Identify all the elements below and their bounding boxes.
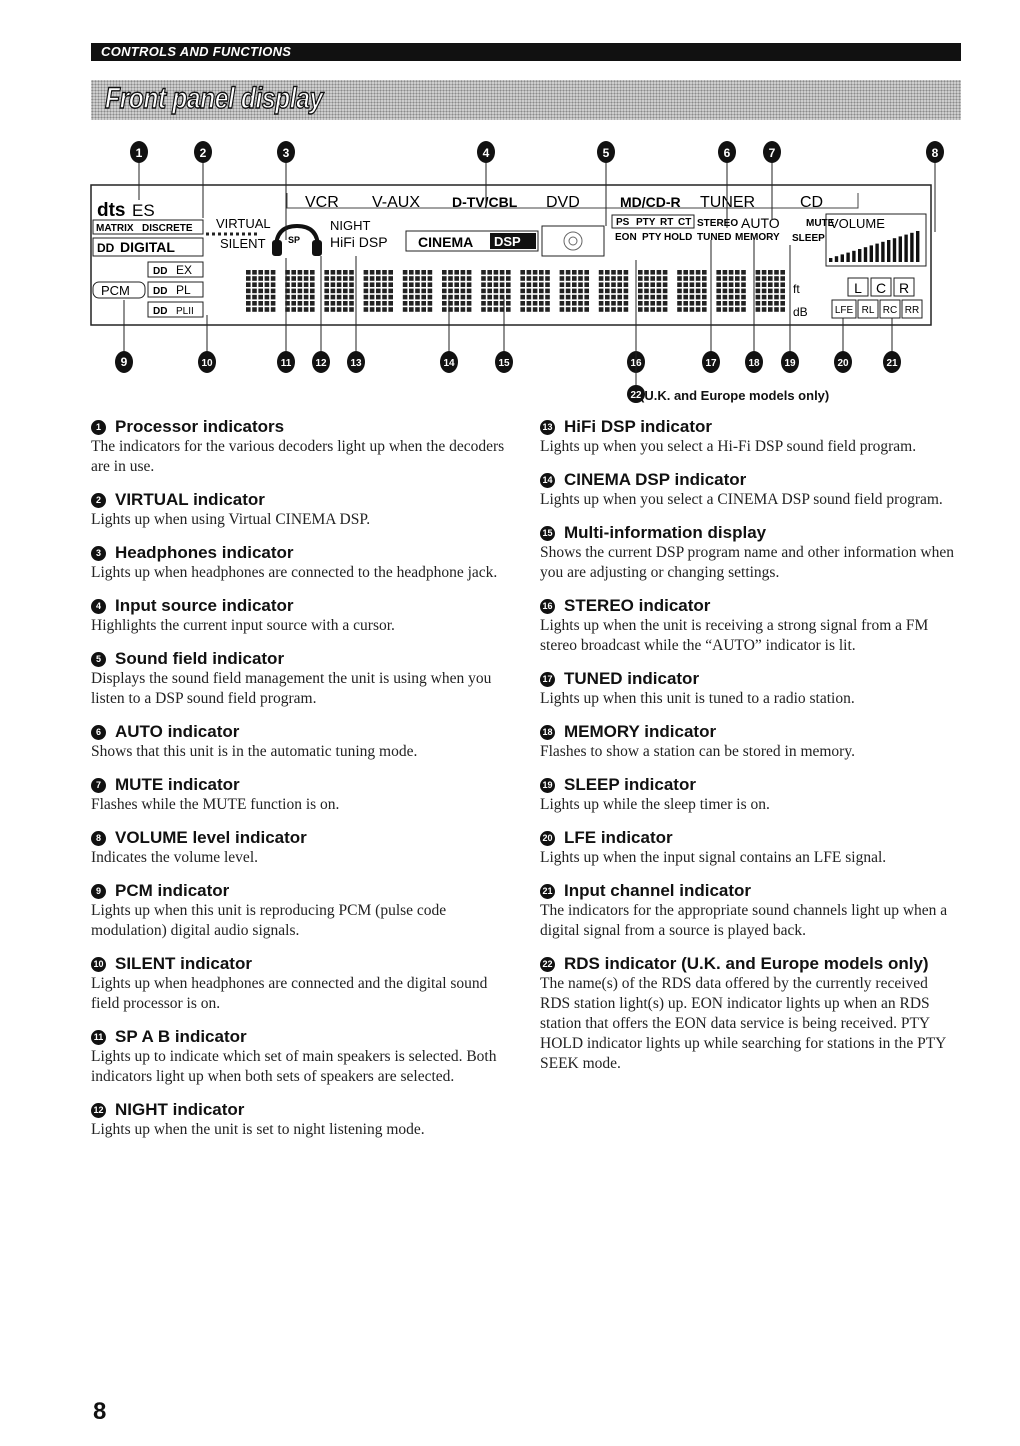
volume-bar <box>875 244 878 262</box>
svg-text:4: 4 <box>482 146 490 160</box>
night-label: NIGHT <box>330 218 371 233</box>
indicator-title: SILENT indicator <box>115 954 252 973</box>
input-vcr: VCR <box>305 194 339 211</box>
volume-bar <box>916 231 919 262</box>
indicator-heading <box>91 1100 511 1120</box>
indicator-text: The indicators for the various decoders light up when the decoders are in use. <box>91 438 505 475</box>
callout-number-badge: 11 <box>91 1030 106 1045</box>
rds-models-note: (U.K. and Europe models only) <box>640 388 830 403</box>
sleep-label: SLEEP <box>792 233 825 244</box>
input-cd: CD <box>800 194 824 211</box>
indicator-text: Shows the current DSP program name and other information when you are adjusting or changing settings. <box>540 544 954 581</box>
es-logo: ES <box>132 201 155 220</box>
indicator-description <box>91 543 511 583</box>
digital-label: DIGITAL <box>120 239 175 255</box>
indicator-text: Lights up to indicate which set of main speakers is selected. Both indicators light up when both sets of speakers are selected. <box>91 1048 497 1085</box>
volume-bar <box>904 235 907 262</box>
volume-bar <box>893 238 896 262</box>
input-vaux: V-AUX <box>372 194 421 211</box>
indicator-text: Lights up when you select a Hi-Fi DSP sound field program. <box>540 438 917 455</box>
indicator-title: Input source indicator <box>115 596 294 615</box>
indicator-text: Highlights the current input source with a cursor. <box>91 617 395 634</box>
indicator-description <box>540 523 960 583</box>
indicator-heading <box>91 649 511 669</box>
dolby-digital-logo: DD <box>97 241 115 255</box>
callout-number-badge: 12 <box>91 1103 106 1118</box>
indicator-text: The name(s) of the RDS data offered by the currently received RDS station light(s) up. EON indicator lights up when an RDS station that offers the EON data service is being received. PTY HOLD indicator lights up while searching for stations in the PTY SEEK mode. <box>540 975 946 1072</box>
indicator-description <box>91 722 511 762</box>
indicator-text: Lights up while the sleep timer is on. <box>540 796 770 813</box>
volume-label: VOLUME <box>830 216 885 231</box>
svg-text:12: 12 <box>315 358 327 369</box>
indicator-title: MUTE indicator <box>115 775 240 794</box>
section-header: CONTROLS AND FUNCTIONS <box>91 43 961 61</box>
indicator-text: The indicators for the appropriate sound channels light up when a digital signal from a source is played back. <box>540 902 948 939</box>
indicator-heading <box>91 1027 511 1047</box>
pl-label: PL <box>176 283 191 297</box>
indicator-text: Lights up when the input signal contains an LFE signal. <box>540 849 887 866</box>
auto-label: AUTO <box>741 215 780 231</box>
matrix-char-cell <box>364 270 393 312</box>
volume-bar <box>829 258 832 262</box>
callout-number-badge: 10 <box>91 957 106 972</box>
svg-text:16: 16 <box>630 358 642 369</box>
indicator-description <box>540 775 960 815</box>
indicator-title: NIGHT indicator <box>115 1100 245 1119</box>
pcm-label: PCM <box>101 283 130 298</box>
silent-label: SILENT <box>220 236 266 251</box>
matrix-label: MATRIX <box>96 223 134 234</box>
indicator-description <box>91 828 511 868</box>
svg-text:DD: DD <box>153 306 168 317</box>
callout-20 <box>834 318 852 373</box>
indicator-description <box>91 775 511 815</box>
svg-text:20: 20 <box>837 358 849 369</box>
indicator-text: Lights up when the unit is receiving a strong signal from a FM stereo broadcast while the “AUTO” indicator is lit. <box>540 617 929 654</box>
callout-number-badge: 4 <box>91 599 106 614</box>
input-dvd: DVD <box>546 194 580 211</box>
sp-label: SP <box>288 235 301 245</box>
virtual-label: VIRTUAL <box>216 216 271 231</box>
svg-text:LFE: LFE <box>834 305 854 316</box>
dts-logo: dts <box>97 200 126 221</box>
svg-text:14: 14 <box>443 358 455 369</box>
indicator-text: Lights up when you select a CINEMA DSP sound field program. <box>540 491 943 508</box>
callout-number-badge: 15 <box>540 526 555 541</box>
matrix-char-cell <box>638 270 667 312</box>
volume-bar <box>881 242 884 262</box>
indicator-heading <box>540 470 960 490</box>
svg-text:DD: DD <box>153 266 168 277</box>
volume-bar <box>841 254 844 262</box>
callout-number-badge: 14 <box>540 473 555 488</box>
svg-text:13: 13 <box>350 358 362 369</box>
indicator-description <box>91 490 511 530</box>
indicator-text: Displays the sound field management the unit is using when you listen to a DSP sound field program. <box>91 670 492 707</box>
eon-label: EON <box>615 232 637 243</box>
volume-bar <box>910 233 913 262</box>
indicator-description <box>91 1100 511 1140</box>
svg-text:R: R <box>898 280 910 296</box>
volume-bar <box>864 247 867 262</box>
indicator-title: VOLUME level indicator <box>115 828 307 847</box>
ab-label: A B <box>287 246 301 255</box>
pty-hold-label: PTY HOLD <box>642 232 693 243</box>
indicator-description <box>91 596 511 636</box>
indicator-title: PCM indicator <box>115 881 230 900</box>
indicator-title: STEREO indicator <box>564 596 711 615</box>
hifi-dsp-label: HiFi DSP <box>330 234 388 250</box>
indicator-text: Indicates the volume level. <box>91 849 258 866</box>
indicator-heading <box>91 775 511 795</box>
indicator-text: Shows that this unit is in the automatic tuning mode. <box>91 743 418 760</box>
pl2-label: PLII <box>176 306 194 317</box>
svg-text:19: 19 <box>784 358 796 369</box>
svg-text:1: 1 <box>135 146 143 160</box>
svg-text:C: C <box>875 280 887 296</box>
svg-text:17: 17 <box>705 358 717 369</box>
matrix-char-cell <box>442 270 471 312</box>
svg-text:RC: RC <box>882 305 898 316</box>
callout-number-badge: 21 <box>540 884 555 899</box>
svg-text:6: 6 <box>723 146 731 160</box>
indicator-heading <box>540 417 960 437</box>
left-column <box>91 417 511 1153</box>
indicator-title: LFE indicator <box>564 828 673 847</box>
callout-number-badge: 2 <box>91 493 106 508</box>
svg-text:18: 18 <box>748 358 760 369</box>
svg-text:RL: RL <box>861 305 875 316</box>
callout-number-badge: 1 <box>91 420 106 435</box>
indicator-heading <box>540 828 960 848</box>
indicator-text: Flashes while the MUTE function is on. <box>91 796 340 813</box>
indicator-title: MEMORY indicator <box>564 722 717 741</box>
svg-text:8: 8 <box>931 146 939 160</box>
indicator-description <box>91 954 511 1014</box>
indicator-heading <box>540 775 960 795</box>
cinema-label: CINEMA <box>418 234 474 250</box>
stereo-label: STEREO <box>697 218 739 229</box>
indicator-description <box>540 881 960 941</box>
indicator-heading <box>91 954 511 974</box>
indicator-heading <box>540 881 960 901</box>
rds-ct: CT <box>678 217 692 228</box>
indicator-heading <box>540 954 960 974</box>
indicator-text: Flashes to show a station can be stored in memory. <box>540 743 855 760</box>
indicator-heading <box>91 490 511 510</box>
matrix-char-cell <box>403 270 432 312</box>
indicator-text: Lights up when using Virtual CINEMA DSP. <box>91 511 371 528</box>
volume-bar <box>899 236 902 262</box>
indicator-title: AUTO indicator <box>115 722 240 741</box>
callout-21 <box>883 318 901 373</box>
volume-bar <box>835 256 838 262</box>
indicator-title: Processor indicators <box>115 417 285 436</box>
indicator-heading <box>91 417 511 437</box>
input-dtv: D-TV/CBL <box>452 194 518 210</box>
indicator-title: SP A B indicator <box>115 1027 247 1046</box>
callout-number-badge: 19 <box>540 778 555 793</box>
input-tuner: TUNER <box>700 194 756 211</box>
svg-text:RR: RR <box>904 305 920 316</box>
ex-label: EX <box>176 263 193 277</box>
svg-text:DD: DD <box>153 286 168 297</box>
matrix-char-cell <box>599 270 628 312</box>
indicator-heading <box>91 596 511 616</box>
callout-number-badge: 20 <box>540 831 555 846</box>
indicator-title: Input channel indicator <box>564 881 752 900</box>
callout-number-badge: 22 <box>540 957 555 972</box>
indicator-description <box>91 649 511 709</box>
indicator-description <box>540 596 960 656</box>
indicator-description <box>91 881 511 941</box>
indicator-description <box>91 1027 511 1087</box>
indicator-title: RDS indicator (U.K. and Europe models only) <box>564 954 929 973</box>
channel-indicators-top <box>848 278 914 296</box>
indicator-text: Lights up when headphones are connected to the headphone jack. <box>91 564 498 581</box>
indicator-title: Headphones indicator <box>115 543 294 562</box>
tuned-label: TUNED <box>697 232 732 243</box>
indicator-description <box>540 470 960 510</box>
ft-label: ft <box>793 282 800 296</box>
matrix-char-cell <box>481 270 510 312</box>
svg-text:21: 21 <box>886 358 898 369</box>
callout-number-badge: 9 <box>91 884 106 899</box>
svg-text:11: 11 <box>280 358 292 369</box>
indicator-heading <box>91 543 511 563</box>
indicator-title: TUNED indicator <box>564 669 700 688</box>
indicator-description <box>540 722 960 762</box>
matrix-char-cell <box>246 270 275 312</box>
rds-ps: PS <box>616 217 630 228</box>
volume-bar <box>870 245 873 262</box>
indicator-title: Sound field indicator <box>115 649 285 668</box>
db-label: dB <box>793 305 808 319</box>
svg-text:22: 22 <box>630 390 642 401</box>
memory-label: MEMORY <box>735 232 780 243</box>
callout-number-badge: 7 <box>91 778 106 793</box>
indicator-text: Lights up when headphones are connected and the digital sound field processor is on. <box>91 975 488 1012</box>
svg-text:9: 9 <box>120 355 128 369</box>
indicator-heading <box>540 596 960 616</box>
page-title: Front panel display <box>105 82 323 115</box>
input-mdcdr: MD/CD-R <box>620 194 681 210</box>
indicator-heading <box>91 722 511 742</box>
svg-text:5: 5 <box>602 146 610 160</box>
callout-number-badge: 3 <box>91 546 106 561</box>
indicator-description <box>91 417 511 477</box>
svg-text:15: 15 <box>498 358 510 369</box>
indicator-description <box>540 828 960 868</box>
svg-text:L: L <box>854 280 862 296</box>
discrete-label: DISCRETE <box>142 223 193 234</box>
svg-text:3: 3 <box>282 146 290 160</box>
rds-rt: RT <box>660 217 674 228</box>
page-number: 8 <box>93 1398 107 1425</box>
callout-number-badge: 8 <box>91 831 106 846</box>
volume-bar <box>846 253 849 262</box>
callout-number-badge: 5 <box>91 652 106 667</box>
indicator-text: Lights up when this unit is reproducing PCM (pulse code modulation) digital audio signals. <box>91 902 447 939</box>
matrix-char-cell <box>324 270 353 312</box>
indicator-heading <box>540 669 960 689</box>
indicator-heading <box>91 828 511 848</box>
indicator-description <box>540 954 960 1074</box>
volume-bar <box>852 251 855 262</box>
mute-label: MUTE <box>806 218 835 229</box>
indicator-title: SLEEP indicator <box>564 775 696 794</box>
rds-pty: PTY <box>636 217 656 228</box>
dsp-label: DSP <box>494 234 521 249</box>
front-panel-diagram <box>0 0 1020 410</box>
indicator-heading <box>91 881 511 901</box>
callout-number-badge: 17 <box>540 672 555 687</box>
indicator-heading <box>540 523 960 543</box>
svg-text:10: 10 <box>201 358 213 369</box>
indicator-text: Lights up when the unit is set to night listening mode. <box>91 1121 425 1138</box>
matrix-char-cell <box>716 270 745 312</box>
right-column <box>540 417 960 1087</box>
indicator-heading <box>540 722 960 742</box>
callout-number-badge: 18 <box>540 725 555 740</box>
indicator-title: VIRTUAL indicator <box>115 490 265 509</box>
callout-number-badge: 13 <box>540 420 555 435</box>
matrix-char-cell <box>285 270 314 312</box>
indicator-description <box>540 669 960 709</box>
svg-text:7: 7 <box>768 146 776 160</box>
matrix-char-cell <box>677 270 706 312</box>
matrix-char-cell <box>520 270 549 312</box>
indicator-description <box>540 417 960 457</box>
indicator-title: Multi-information display <box>564 523 767 542</box>
callout-number-badge: 6 <box>91 725 106 740</box>
svg-text:2: 2 <box>199 146 207 160</box>
indicator-title: CINEMA DSP indicator <box>564 470 747 489</box>
indicator-text: Lights up when this unit is tuned to a radio station. <box>540 690 855 707</box>
matrix-char-cell <box>560 270 589 312</box>
indicator-title: HiFi DSP indicator <box>564 417 712 436</box>
matrix-char-cell <box>756 270 785 312</box>
volume-bar <box>858 249 861 262</box>
volume-bar <box>887 240 890 262</box>
callout-number-badge: 16 <box>540 599 555 614</box>
